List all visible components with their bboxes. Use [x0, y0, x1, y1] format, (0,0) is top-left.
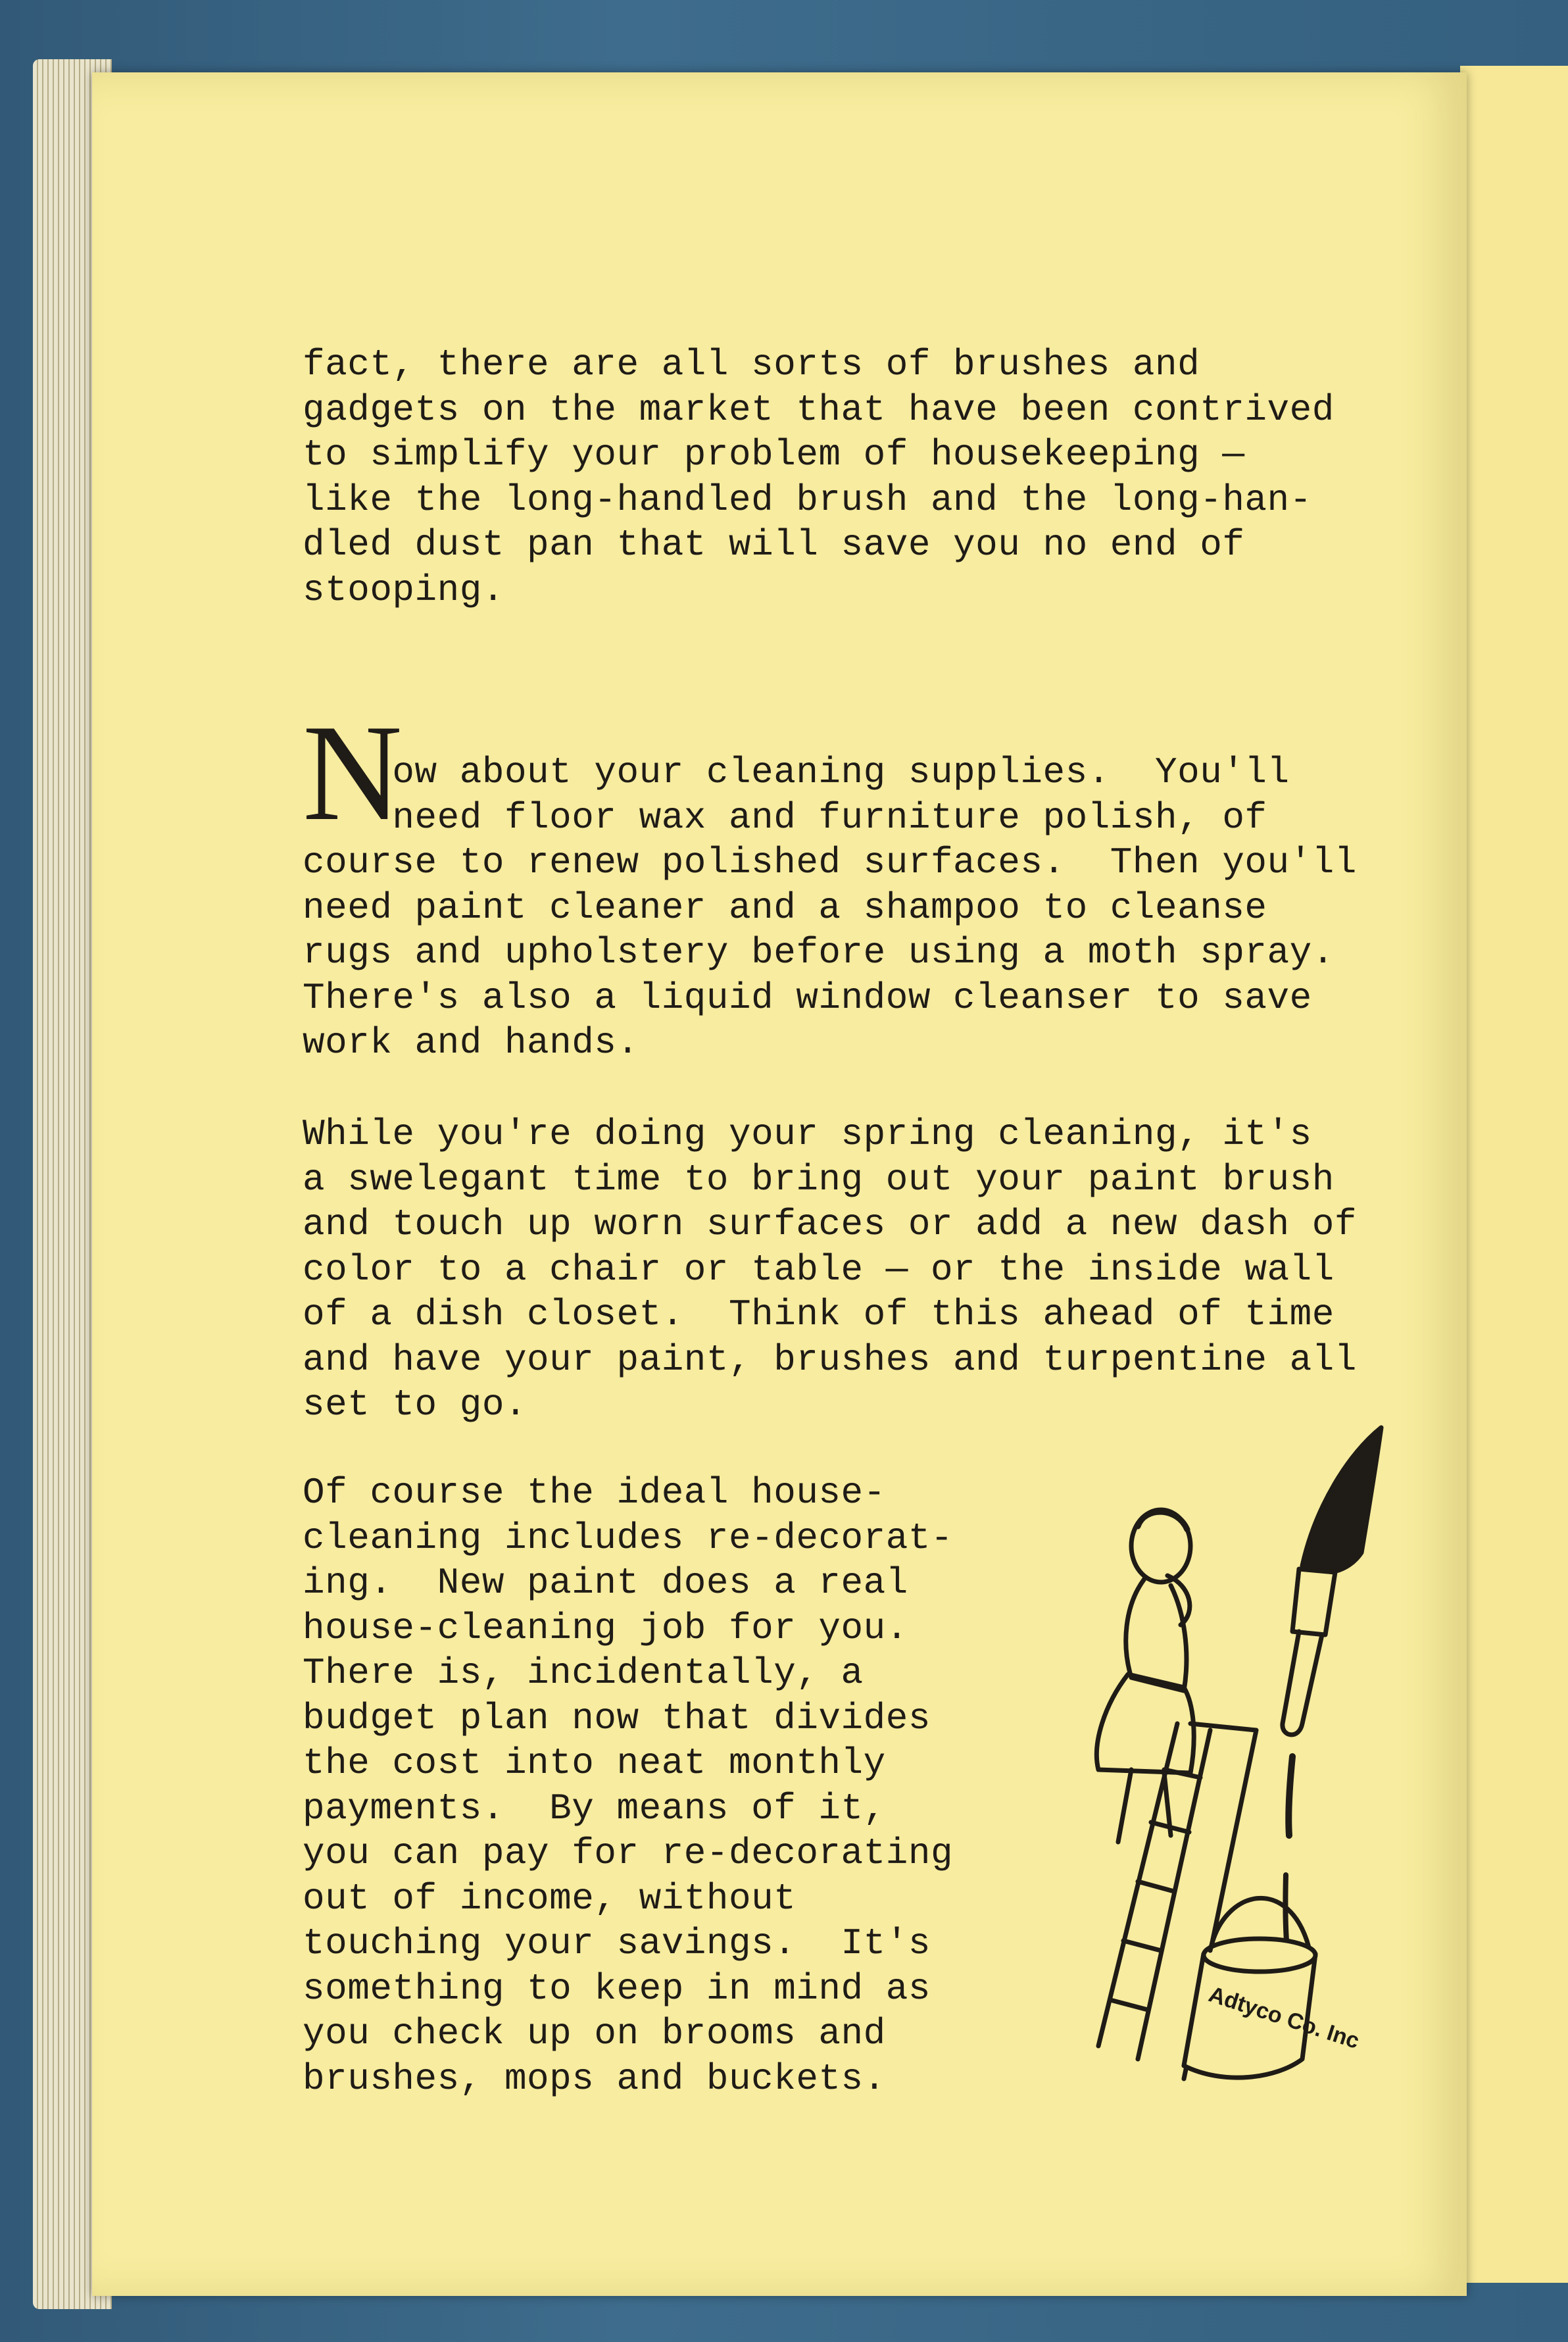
brush-handle: [1283, 1632, 1322, 1735]
next-page-edge: [1460, 66, 1568, 2283]
paint-drip: [1288, 1756, 1292, 1835]
drop-cap: N: [303, 697, 403, 849]
paragraph-redecorating: Of course the ideal house- cleaning includes re-decorat- ing. New paint does a real house-cleaning job for you. There is, incidentally, a budget plan now that divides the cost into neat monthly payments. By means of it, you can pay for re-decorating out of income, without touching your savings. It's something to keep in mind as you check up on brooms and brushes, mops and buckets.: [303, 1472, 954, 2100]
paragraph-brushes: fact, there are all sorts of brushes and gadgets on the market that have been contrived to simplify your problem of housekeeping — like the long-handled brush and the long-han- dled dust pan that will save you no end of stooping.: [303, 343, 1335, 611]
paragraph-spring-cleaning: While you're doing your spring cleaning, it's a swelegant time to bring out your paint brush and touch up worn surfaces or add a new dash of color to a chair or table — or the inside wall of a dish closet. Think of this ahead of time and have your paint, brushes and turpentine all set to go.: [303, 1113, 1357, 1426]
paint-can-label: Adtyco Co. Inc: [1206, 1981, 1363, 2055]
brush-bristles: [1302, 1428, 1381, 1572]
woman-on-ladder-painting-illustration: [1039, 1414, 1408, 2125]
paragraph-cleaning-supplies: ow about your cleaning supplies. You'll need floor wax and furniture polish, of course to renew polished surfaces. Then you'll need paint cleaner and a shampoo to cleanse rugs and upholstery before using a moth spray. There's also a liquid window cleanser to save work and hands.: [303, 751, 1357, 1064]
brush-ferrule: [1292, 1569, 1335, 1635]
